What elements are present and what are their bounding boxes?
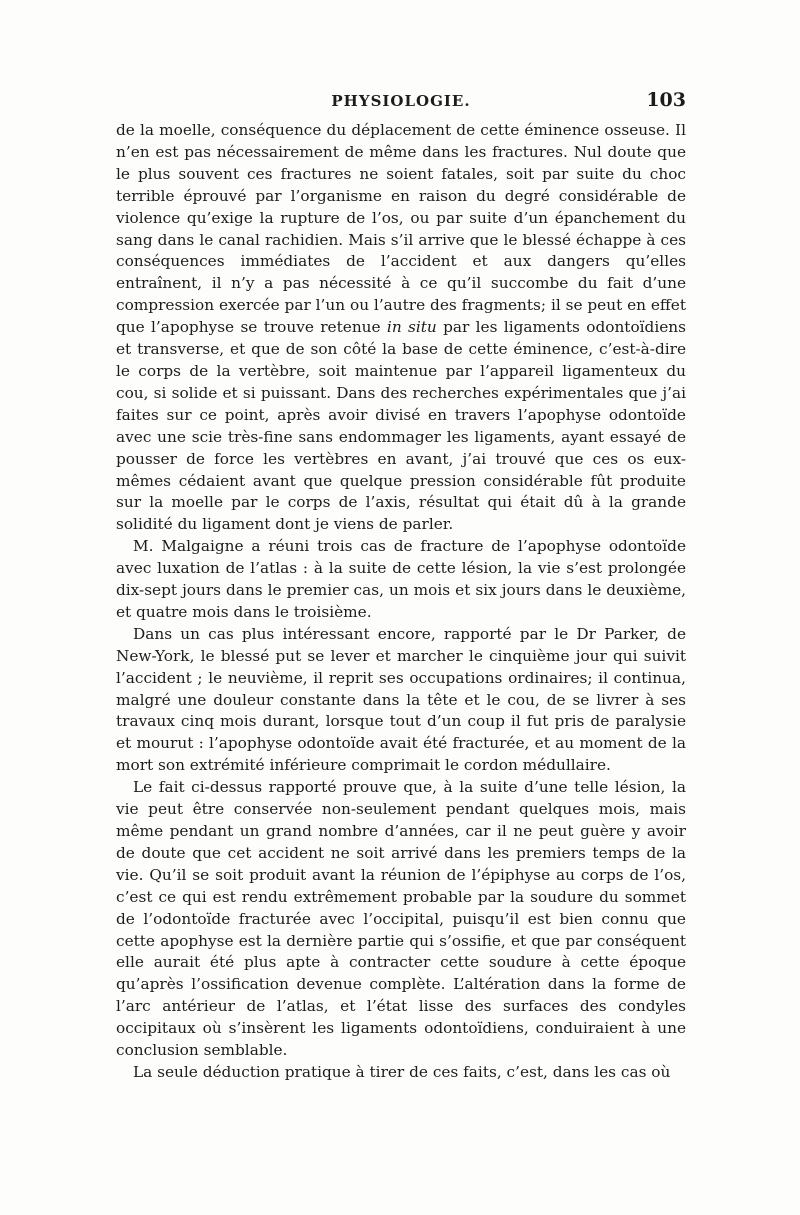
- paragraph: Dans un cas plus intéressant encore, rapporté par le Dr Parker, de New-York, le blessé put se lever et marcher le cinquième jour qui suivit l’accident ; le neuvième, il reprit ses occupations ordinaires; il continua, malgré une douleur constante dans la tête et le cou, de se livrer à ses travaux cinq mois durant, lorsque tout d’un coup il fut pris de paralysie et mourut : l’apophyse odontoïde avait été fracturée, et au moment de la mort son extrémité inférieure comprimait le cordon médullaire.: [116, 624, 686, 775]
- paragraph-text: de la moelle, conséquence du déplacement de cette éminence osseuse. Il n’en est pas nécessairement de même dans les fractures. Nul doute que le plus souvent ces fractures ne soient fatales, soit par suite du choc terrible éprouvé par l’organisme en raison du degré considérable de violence qu’exige la rupture de l’os, ou par suite d’un épanchement du sang dans le canal rachidien. Mais s’il arrive que le blessé échappe à ces conséquences immédiates de l’accident et aux dangers qu’elles entraînent, il n’y a pas nécessité à ce qu’il succombe du fait d’une compression exercée par l’un ou l’autre des fragments; il se peut en effet que l’apophyse se trouve retenue: [116, 121, 686, 337]
- paragraph: Le fait ci-dessus rapporté prouve que, à la suite d’une telle lésion, la vie peut être conservée non-seulement pendant quelques mois, mais même pendant un grand nombre d’années, car il ne peut guère y avoir de doute que cet accident ne soit arrivé dans les premiers temps de la vie. Qu’il se soit produit avant la réunion de l’épiphyse au corps de l’os, c’est ce qui est rendu extrêmement probable par la soudure du sommet de l’odontoïde fracturée avec l’occipital, puisqu’il est bien connu que cette apophyse est la dernière partie qui s’ossifie, et que par conséquent elle aurait été plus apte à contracter cette soudure à cette époque qu’après l’ossification devenue complète. L’altération dans la forme de l’arc antérieur de l’atlas, et l’état lisse des surfaces des condyles occipitaux où s’insèrent les ligaments odontoïdiens, conduiraient à une conclusion semblable.: [116, 778, 686, 1060]
- paragraph: M. Malgaigne a réuni trois cas de fracture de l’apophyse odontoïde avec luxation de l’atlas : à la suite de cette lésion, la vie s’est prolongée dix-sept jours dans le premier cas, un mois et six jours dans le deuxième, et quatre mois dans le troisième.: [116, 537, 686, 621]
- running-title: PHYSIOLOGIE.: [331, 92, 471, 110]
- latin-emphasis: in situ: [386, 318, 437, 337]
- paragraph: La seule déduction pratique à tirer de ces faits, c’est, dans les cas où: [133, 1062, 671, 1081]
- running-header: [116, 89, 686, 116]
- paragraph-text: par les ligaments odontoïdiens et transverse, et que de son côté la base de cette éminence, c’est-à-dire le corps de la vertèbre, soit maintenue par l’appareil ligamenteux du cou, si solide et si puissant. Dans des recherches expérimentales que j’ai faites sur ce point, après avoir divisé en travers l’apophyse odontoïde avec une scie très-fine sans endommager les ligaments, ayant essayé de pousser de force les vertèbres en avant, j’ai trouvé que ces os eux-mêmes cédaient avant que quelque pression considérable fût produite sur la moelle par le corps de l’axis, résultat qui était dû à la grande solidité du ligament dont je viens de parler.: [116, 318, 686, 534]
- body-text: [116, 120, 686, 1084]
- paragraph-continued: [116, 120, 686, 536]
- page-number: 103: [646, 89, 686, 111]
